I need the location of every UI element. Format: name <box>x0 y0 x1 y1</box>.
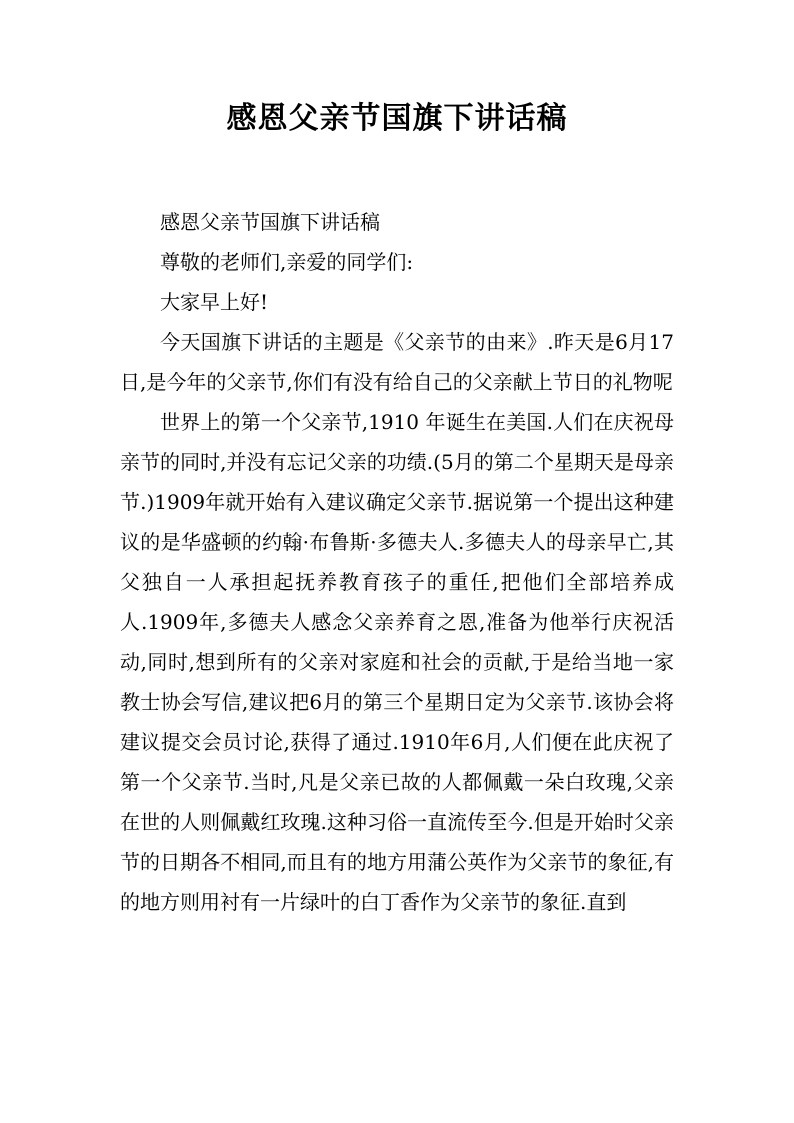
paragraph-salutation: 尊敬的老师们,亲爱的同学们: <box>160 250 414 274</box>
paragraph-subtitle: 感恩父亲节国旗下讲话稿 <box>160 210 380 234</box>
paragraph-history: 世界上的第一个父亲节,1910 年诞生在美国.人们在庆祝母亲节的同时,并没有忘记父亲的功绩.(5月的第二个星期天是母亲节.)1909年就开始有入建议确定父亲节.据说第一个提出这种建议的是华盛顿的约翰·布鲁斯·多德夫人.多德夫人的母亲早亡,其父独自一人承担起抚养教育孩子的重任,把他们全部培养成人.1909年,多德夫人感念父亲养育之恩,准备为他举行庆祝活动,同时,想到所有的父亲对家庭和社会的贡献,于是给当地一家教士协会写信,建议把6月的第三个星期日定为父亲节.该协会将建议提交会员讨论,获得了通过.1910年6月,人们便在此庆祝了第一个父亲节.当时,凡是父亲已故的人都佩戴一朵白玫瑰,父亲在世的人则佩戴红玫瑰.这种习俗一直流传至今.但是开始时父亲节的日期各不相同,而且有的地方用蒲公英作为父亲节的象征,有的地方则用衬有一片绿叶的白丁香作为父亲节的象征.直到 <box>120 410 674 914</box>
paragraph-greeting: 大家早上好! <box>160 290 269 314</box>
paragraph-intro: 今天国旗下讲话的主题是《父亲节的由来》.昨天是6月17日,是今年的父亲节,你们有没有给自己的父亲献上节日的礼物呢 <box>120 330 674 394</box>
document-body <box>120 202 674 922</box>
document-title: 感恩父亲节国旗下讲话稿 <box>226 101 568 136</box>
